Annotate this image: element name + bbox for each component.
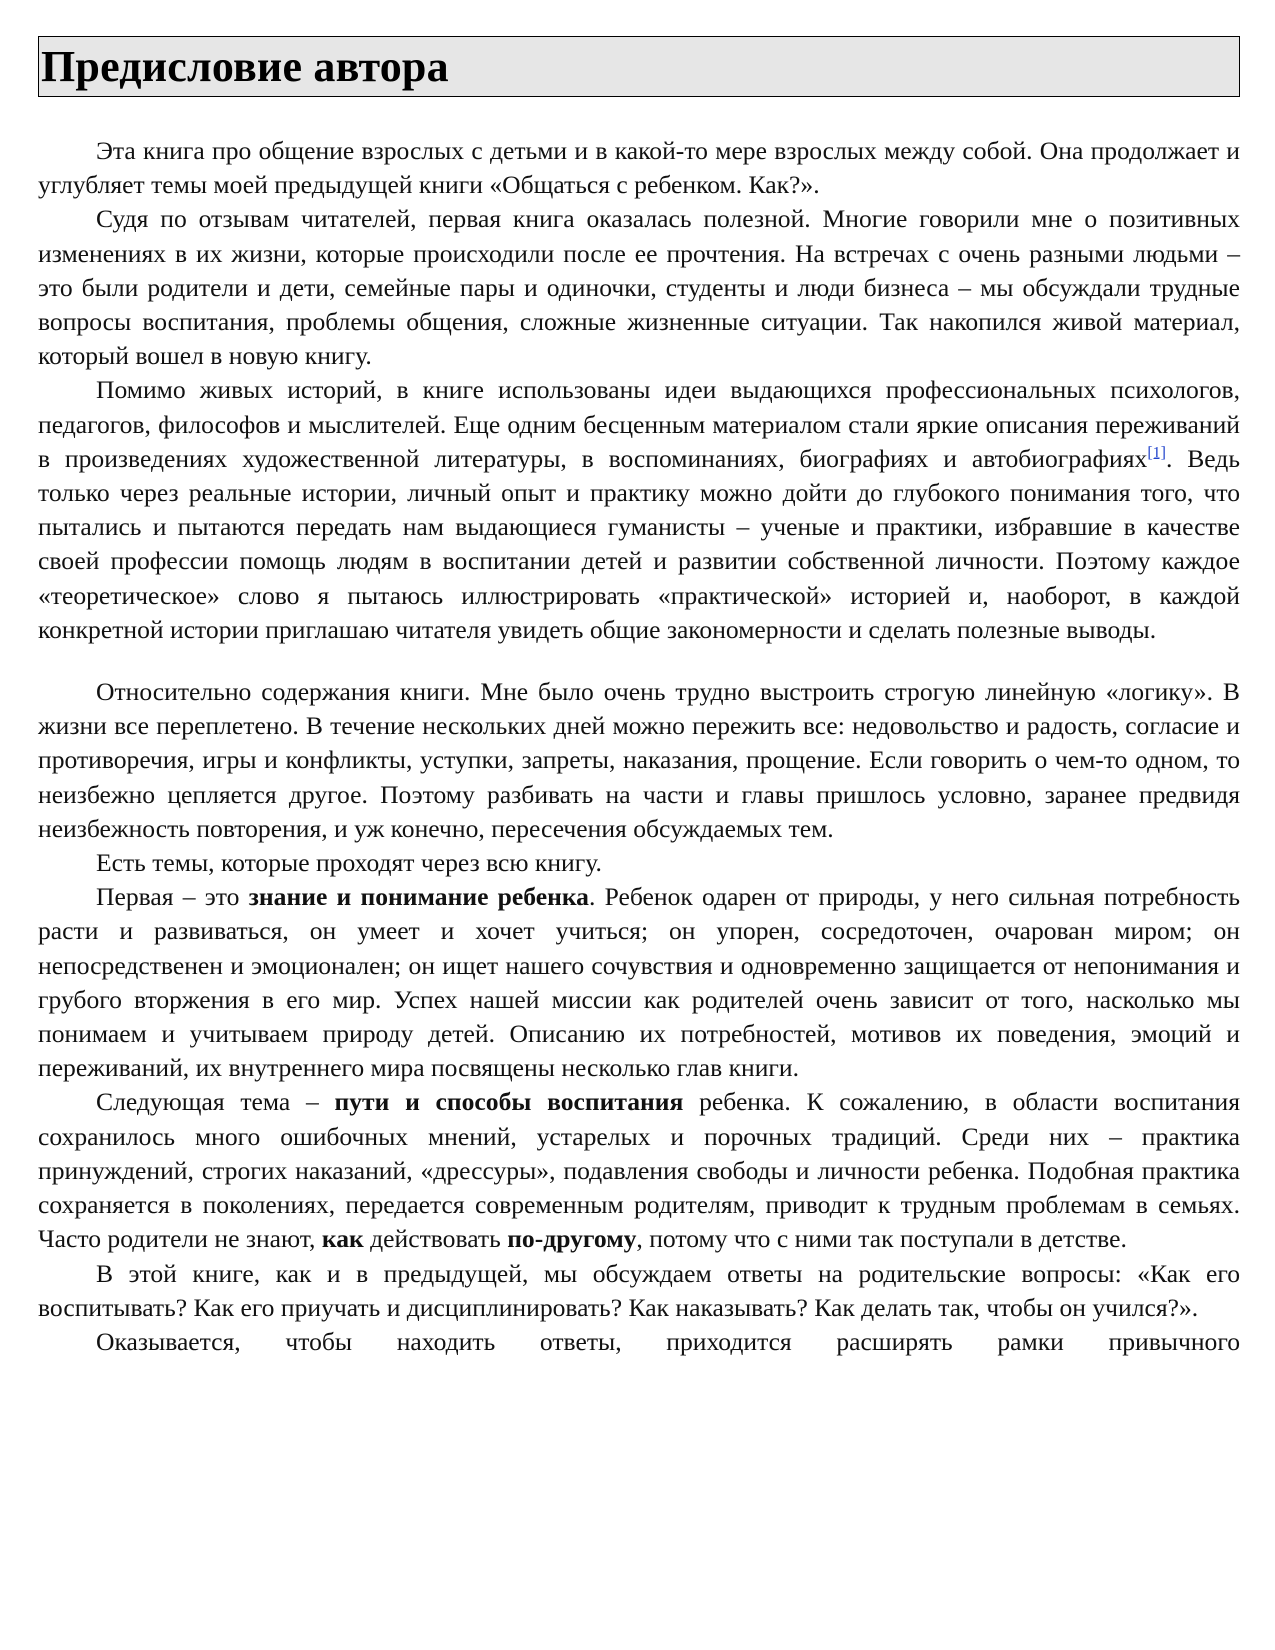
- paragraph-7-bold-how: как: [321, 1224, 364, 1254]
- paragraph-7: [38, 1085, 1240, 1256]
- paragraph-7-text-middle-2: действовать: [363, 1224, 508, 1254]
- paragraph-6-text-start: Первая – это: [96, 882, 249, 912]
- paragraph-3-text-end: . Ведь только через реальные истории, личный опыт и практику можно дойти до глубокого понимания того, что пытались и пытаются передать нам выдающиеся гуманисты – ученые и практики, избравшие в качестве своей профессии помощь людям в воспитании детей и развитии собственной личности. Поэтому каждое «теоретическое» слово я пытаюсь иллюстрировать «практической» историей и, наоборот, в каждой конкретной истории приглашаю читателя увидеть общие закономерности и сделать полезные выводы.: [38, 443, 1240, 644]
- paragraph-4: Относительно содержания книги. Мне было очень трудно выстроить строгую линейную «логику». В жизни все переплетено. В течение нескольких дней можно пережить все: недовольство и радость, согласие и противоречия, игры и конфликты, уступки, запреты, наказания, прощение. Если говорить о чем-то одном, то неизбежно цепляется другое. Поэтому разбивать на части и главы пришлось условно, заранее предвидя неизбежность повторения, и уж конечно, пересечения обсуждаемых тем.: [38, 677, 1240, 843]
- paragraph-8: В этой книге, как и в предыдущей, мы обсуждаем ответы на родительские вопросы: «Как его воспитывать? Как его приучать и дисциплинировать? Как наказывать? Как делать так, чтобы он учился?».: [38, 1258, 1240, 1322]
- paragraph-7-bold-phrase: пути и способы воспитания: [334, 1087, 684, 1117]
- paragraph-3: [38, 373, 1240, 647]
- paragraph-7-text-start: Следующая тема –: [96, 1087, 335, 1117]
- paragraph-9: Оказывается, чтобы находить ответы, приходится расширять рамки привычного: [96, 1326, 1240, 1356]
- title-box: [38, 36, 1240, 97]
- paragraph-5: Есть темы, которые проходят через всю книгу.: [96, 848, 602, 878]
- body-text: [38, 134, 1240, 1359]
- paragraph-2: Судя по отзывам читателей, первая книга оказалась полезной. Многие говорили мне о позитивных изменениях в их жизни, которые происходили после ее прочтения. На встречах с очень разными людьми – это были родители и дети, семейные пары и одиночки, студенты и люди бизнеса – мы обсуждали трудные вопросы воспитания, проблемы общения, сложные жизненные ситуации. Так накопился живой материал, который вошел в новую книгу.: [38, 204, 1240, 371]
- paragraph-6: [38, 880, 1240, 1085]
- paragraph-6-text-end: . Ребенок одарен от природы, у него сильная потребность расти и развиваться, он умеет и хочет учиться; он упорен, сосредоточен, очарован миром; он непосредственен и эмоционален; он ищет нашего сочувствия и одновременно защищается от непонимания и грубого вторжения в его мир. Успех нашей миссии как родителей очень зависит от того, насколько мы понимаем и учитываем природу детей. Описанию их потребностей, мотивов их поведения, эмоций и переживаний, их внутреннего мира посвящены несколько глав книги.: [38, 882, 1241, 1083]
- document-page: [38, 36, 1240, 1359]
- paragraph-1: Эта книга про общение взрослых с детьми и в какой-то мере взрослых между собой. Она продолжает и углубляет темы моей предыдущей книги «Общаться с ребенком. Как?».: [38, 136, 1240, 200]
- page-title: Предисловие автора: [41, 42, 449, 91]
- paragraph-7-text-middle: ребенка. К сожалению, в области воспитания сохранилось много ошибочных мнений, устарелых и порочных традиций. Среди них – практика принуждений, строгих наказаний, «дрессуры», подавления свободы и личности ребенка. Подобная практика сохраняется в поколениях, передается современным родителям, приводит к трудным проблемам в семьях. Часто родители не знают,: [38, 1087, 1240, 1254]
- paragraph-3-text-start: Помимо живых историй, в книге использованы идеи выдающихся профессиональных психологов, педагогов, философов и мыслителей. Еще одним бесценным материалом стали яркие описания переживаний в произведениях художественной литературы, в воспоминаниях, биографиях и автобиографиях: [38, 375, 1240, 473]
- paragraph-7-text-end: , потому что с ними так поступали в детстве.: [636, 1224, 1127, 1254]
- paragraph-6-bold-phrase: знание и понимание ребенка: [248, 882, 589, 912]
- footnote-link-1[interactable]: [1]: [1147, 444, 1166, 462]
- paragraph-7-bold-otherwise: по-другому: [507, 1224, 637, 1254]
